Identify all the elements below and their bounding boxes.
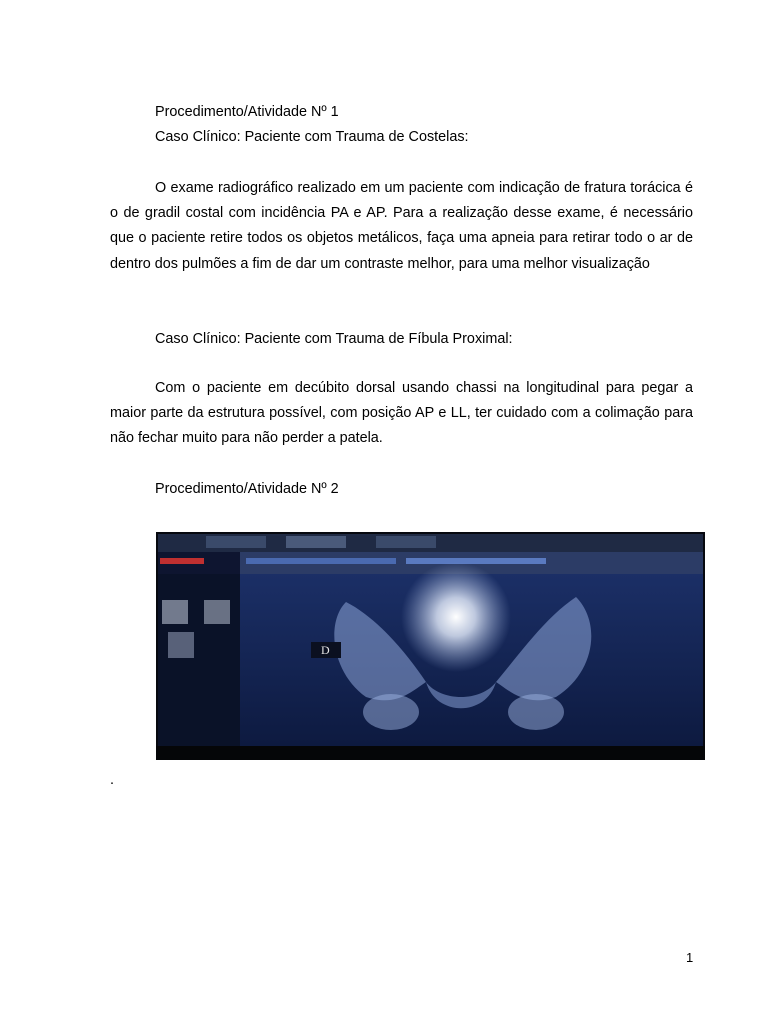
trailing-dot: . [110,772,114,788]
case1-title: Caso Clínico: Paciente com Trauma de Costelas: [155,129,469,145]
heading-activity-1: Procedimento/Atividade Nº 1 [155,104,339,120]
xray-monitor-photo [156,532,705,760]
case2-title: Caso Clínico: Paciente com Trauma de Fíbula Proximal: [155,331,513,347]
heading-activity-2: Procedimento/Atividade Nº 2 [155,481,339,497]
case2-paragraph: Com o paciente em decúbito dorsal usando chassi na longitudinal para pegar a maior parte da estrutura possível, com posição AP e LL, ter cuidado com a colimação para não fechar muito para não perder a patela. [110,380,693,447]
case1-paragraph: O exame radiográfico realizado em um paciente com indicação de fratura torácica é o de gradil costal com incidência PA e AP. Para a realização desse exame, é necessário que o paciente retire todos os objetos metálicos, faça uma apneia para retirar todo o ar de dentro dos pulmões a fim de dar um contraste melhor, para uma melhor visualização [110,180,693,272]
page-number: 1 [686,950,694,965]
xray-side-marker: D [321,643,330,657]
xray-photo-drawing [156,532,705,760]
